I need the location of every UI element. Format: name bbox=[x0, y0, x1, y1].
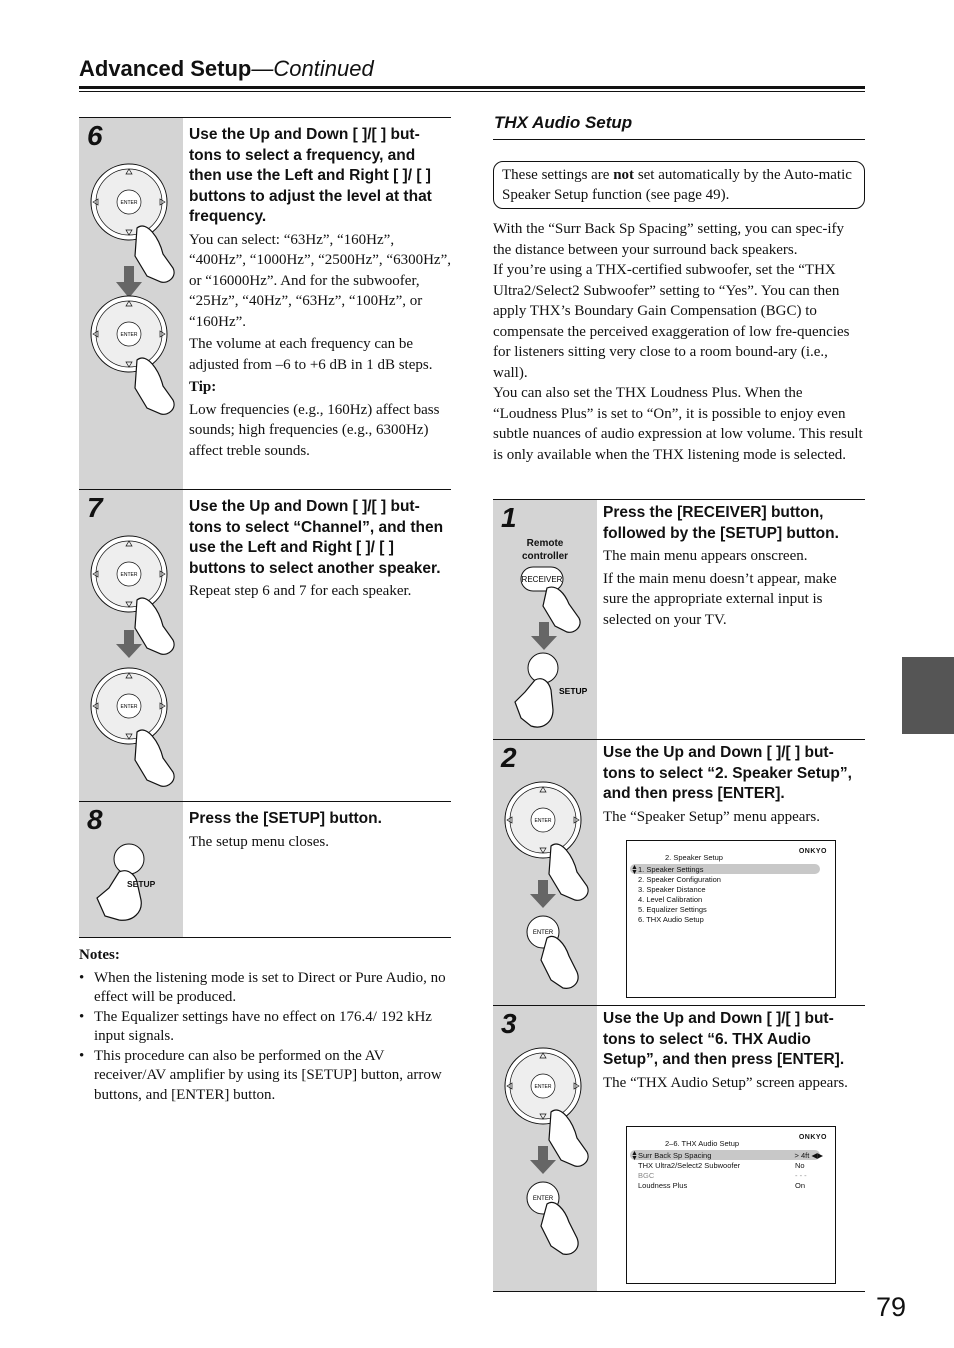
step-number: 3 bbox=[501, 1008, 517, 1039]
dpad-icon bbox=[91, 164, 167, 240]
menu-item: 5. Equalizer Settings bbox=[638, 905, 707, 914]
hand-icon bbox=[541, 1202, 578, 1254]
section-body bbox=[493, 219, 865, 465]
settings-list bbox=[638, 1151, 823, 1191]
onkyo-logo: ONKYO bbox=[798, 1134, 827, 1141]
note-item: • When the listening mode is set to Direct or Pure Audio, no effect will be produced. bbox=[94, 969, 449, 1008]
step-illustration-panel bbox=[79, 118, 183, 490]
step-r1 bbox=[493, 499, 865, 740]
left-right-icon: ◀▶ bbox=[811, 1151, 823, 1160]
step-detail: The main menu appears onscreen. bbox=[603, 548, 808, 564]
step-illustration-panel bbox=[79, 802, 183, 937]
step-6-text bbox=[189, 125, 451, 463]
step-detail: The volume at each frequency can be adjusted from –6 to +6 dB in 1 dB steps. bbox=[189, 336, 433, 373]
svg-text:ENTER: ENTER bbox=[120, 572, 138, 578]
hand-icon bbox=[549, 1110, 588, 1166]
step-number: 6 bbox=[87, 120, 103, 151]
menu-item: 4. Level Calibration bbox=[638, 895, 703, 904]
notice-box: These settings are not set automatically by the Auto-matic Speaker Setup function (see page 49). bbox=[493, 161, 865, 209]
dpad-icon bbox=[91, 296, 174, 414]
setup-label: SETUP bbox=[127, 879, 156, 889]
enter-label: ENTER bbox=[120, 200, 138, 206]
step-r2-text bbox=[603, 743, 865, 829]
onkyo-logo: ONKYO bbox=[798, 848, 827, 855]
setting-row: Surr Back Sp Spacing > 4ft ◀▶ bbox=[638, 1151, 823, 1160]
step-7-text bbox=[189, 497, 451, 604]
step-illustration-panel bbox=[493, 740, 597, 1006]
hand-icon bbox=[541, 936, 578, 988]
svg-text:SETUP: SETUP bbox=[559, 686, 588, 696]
step-number: 2 bbox=[501, 742, 517, 773]
header-continued: —Continued bbox=[251, 56, 374, 81]
tip-label: Tip: bbox=[189, 379, 217, 395]
step-bottom-rule bbox=[493, 1291, 865, 1292]
hand-icon bbox=[135, 598, 174, 654]
updown-icon: ▲ ▼ bbox=[631, 1150, 638, 1162]
step-number: 7 bbox=[87, 492, 103, 523]
step-instruction: Press the [SETUP] button. bbox=[189, 810, 382, 827]
header-rule bbox=[79, 86, 865, 89]
dpad-icon bbox=[505, 782, 581, 858]
step-number: 1 bbox=[501, 502, 517, 533]
svg-text:ENTER: ENTER bbox=[534, 1084, 552, 1090]
page-number: 79 bbox=[876, 1292, 907, 1322]
notes bbox=[79, 946, 449, 1105]
remote-controller-label: Remote controller bbox=[521, 538, 569, 562]
step-detail: Repeat step 6 and 7 for each speaker. bbox=[189, 583, 412, 599]
svg-text:ENTER: ENTER bbox=[532, 930, 554, 936]
dpad-icon bbox=[91, 668, 174, 786]
thx-audio-setup-screen bbox=[626, 1126, 836, 1284]
step-8 bbox=[79, 801, 451, 938]
header-title: Advanced Setup bbox=[79, 56, 252, 81]
note-item: • This procedure can also be performed on the AV receiver/AV amplifier by using its [SETUP] button, arrow buttons, and [ENTER] button. bbox=[94, 1047, 449, 1106]
screen-title: 2. Speaker Setup bbox=[665, 853, 723, 862]
step-illustration-panel bbox=[493, 1006, 597, 1292]
tip-text: Low frequencies (e.g., 160Hz) affect bass sounds; high frequencies (e.g., 6300Hz) affect treble sounds. bbox=[189, 401, 440, 459]
dpad-icon bbox=[91, 536, 167, 612]
paragraph: If you’re using a THX-certified subwoofer, set the “THX Ultra2/Select2 Subwoofer” setting to “Yes”. You can then apply THX’s Boundary Gain Compensation (BGC) to compensate the perceived exaggeration of low fre-quencies for listeners sitting very close to a room bound-ary (i.e., wall). bbox=[493, 262, 850, 381]
section-rule bbox=[493, 139, 865, 140]
updown-icon: ▲ ▼ bbox=[631, 864, 638, 876]
step-instruction: Use the Up and Down [ ]/[ ] but-tons to select “Channel”, and then use the Left and Right [ ]/ [ ] buttons to select another speaker. bbox=[189, 498, 444, 577]
svg-text:ENTER: ENTER bbox=[532, 1196, 554, 1202]
menu-item: 2. Speaker Configuration bbox=[638, 875, 721, 884]
step-detail: The setup menu closes. bbox=[189, 833, 329, 850]
remote-enter-illustration bbox=[503, 1042, 598, 1282]
paragraph: You can also set the THX Loudness Plus. When the “Loudness Plus” is set to “On”, it is possible to enjoy even subtle nuances of audio expression at low volume. This result is only available when the THX listening mode is selected. bbox=[493, 385, 863, 463]
remote-arrows-illustration bbox=[89, 530, 184, 800]
setup-button-icon bbox=[114, 844, 144, 874]
step-r3 bbox=[493, 1005, 865, 1292]
setting-row: THX Ultra2/Select2 Subwoofer No bbox=[638, 1161, 805, 1170]
down-arrow-icon bbox=[530, 880, 556, 908]
section-title: THX Audio Setup bbox=[494, 113, 633, 132]
svg-text:ENTER: ENTER bbox=[120, 704, 138, 710]
step-instruction: Use the Up and Down [ ]/[ ] but-tons to select a frequency, and then use the Left and Right [ ]/ [ ] buttons to adjust the level at that frequency. bbox=[189, 126, 432, 225]
step-detail: The “Speaker Setup” menu appears. bbox=[603, 808, 820, 825]
step-8-text bbox=[189, 809, 451, 854]
hand-icon bbox=[515, 679, 553, 727]
paragraph: With the “Surr Back Sp Spacing” setting, you can spec-ify the distance between your surround back speakers. bbox=[493, 221, 844, 258]
setting-row: BGC - - - bbox=[638, 1171, 807, 1180]
hand-icon bbox=[549, 844, 588, 900]
step-illustration-panel bbox=[493, 500, 597, 740]
step-instruction: Press the [RECEIVER] button, followed by the [SETUP] button. bbox=[603, 504, 839, 542]
down-arrow-icon bbox=[530, 1146, 556, 1174]
hand-icon bbox=[135, 226, 174, 282]
notes-title: Notes: bbox=[79, 947, 120, 963]
setting-row: Loudness Plus On bbox=[638, 1181, 806, 1190]
down-arrow-icon bbox=[116, 266, 142, 298]
receiver-setup-illustration bbox=[513, 564, 597, 736]
step-illustration-panel bbox=[79, 490, 183, 802]
svg-text:ENTER: ENTER bbox=[534, 818, 552, 824]
header-rule-thin bbox=[79, 91, 865, 92]
remote-enter-illustration bbox=[503, 776, 598, 1006]
setup-button-icon bbox=[528, 653, 558, 683]
chapter-tab bbox=[902, 657, 954, 734]
step-instruction: Use the Up and Down [ ]/[ ] but-tons to select “2. Speaker Setup”, and then press [ENTER]. bbox=[603, 744, 852, 802]
menu-item: 1. Speaker Settings bbox=[638, 865, 704, 874]
speaker-setup-screen bbox=[626, 840, 836, 998]
dpad-icon bbox=[505, 1048, 581, 1124]
note-item: • The Equalizer settings have no effect on 176.4/ 192 kHz input signals. bbox=[94, 1008, 449, 1047]
step-instruction: Use the Up and Down [ ]/[ ] but-tons to select “6. THX Audio Setup”, and then press [ENTER]. bbox=[603, 1010, 845, 1068]
svg-text:ENTER: ENTER bbox=[120, 332, 138, 338]
step-r3-text bbox=[603, 1009, 865, 1095]
remote-arrows-illustration bbox=[89, 158, 184, 478]
page-header bbox=[79, 56, 374, 82]
menu-item: 6. THX Audio Setup bbox=[638, 915, 704, 924]
step-number: 8 bbox=[87, 804, 103, 835]
step-6 bbox=[79, 117, 451, 490]
menu-item: 3. Speaker Distance bbox=[638, 885, 706, 894]
step-detail: If the main menu doesn’t appear, make sure the appropriate external input is selected on your TV. bbox=[603, 570, 837, 628]
step-detail: The “THX Audio Setup” screen appears. bbox=[603, 1074, 848, 1091]
step-r1-text bbox=[603, 503, 865, 632]
svg-text:RECEIVER: RECEIVER bbox=[521, 575, 563, 584]
menu-list bbox=[638, 865, 721, 925]
notice-emphasis: not bbox=[613, 167, 635, 183]
screen-title: 2–6. THX Audio Setup bbox=[665, 1139, 740, 1148]
step-detail: You can select: “63Hz”, “160Hz”, “400Hz”, “1000Hz”, “2500Hz”, “6300Hz”, or “16000Hz”. And for the subwoofer, “25Hz”, “40Hz”, “63Hz”, “100Hz”, or “160Hz”. bbox=[189, 231, 451, 330]
step-7 bbox=[79, 489, 451, 802]
step-r2 bbox=[493, 739, 865, 1006]
down-arrow-icon bbox=[531, 622, 557, 650]
